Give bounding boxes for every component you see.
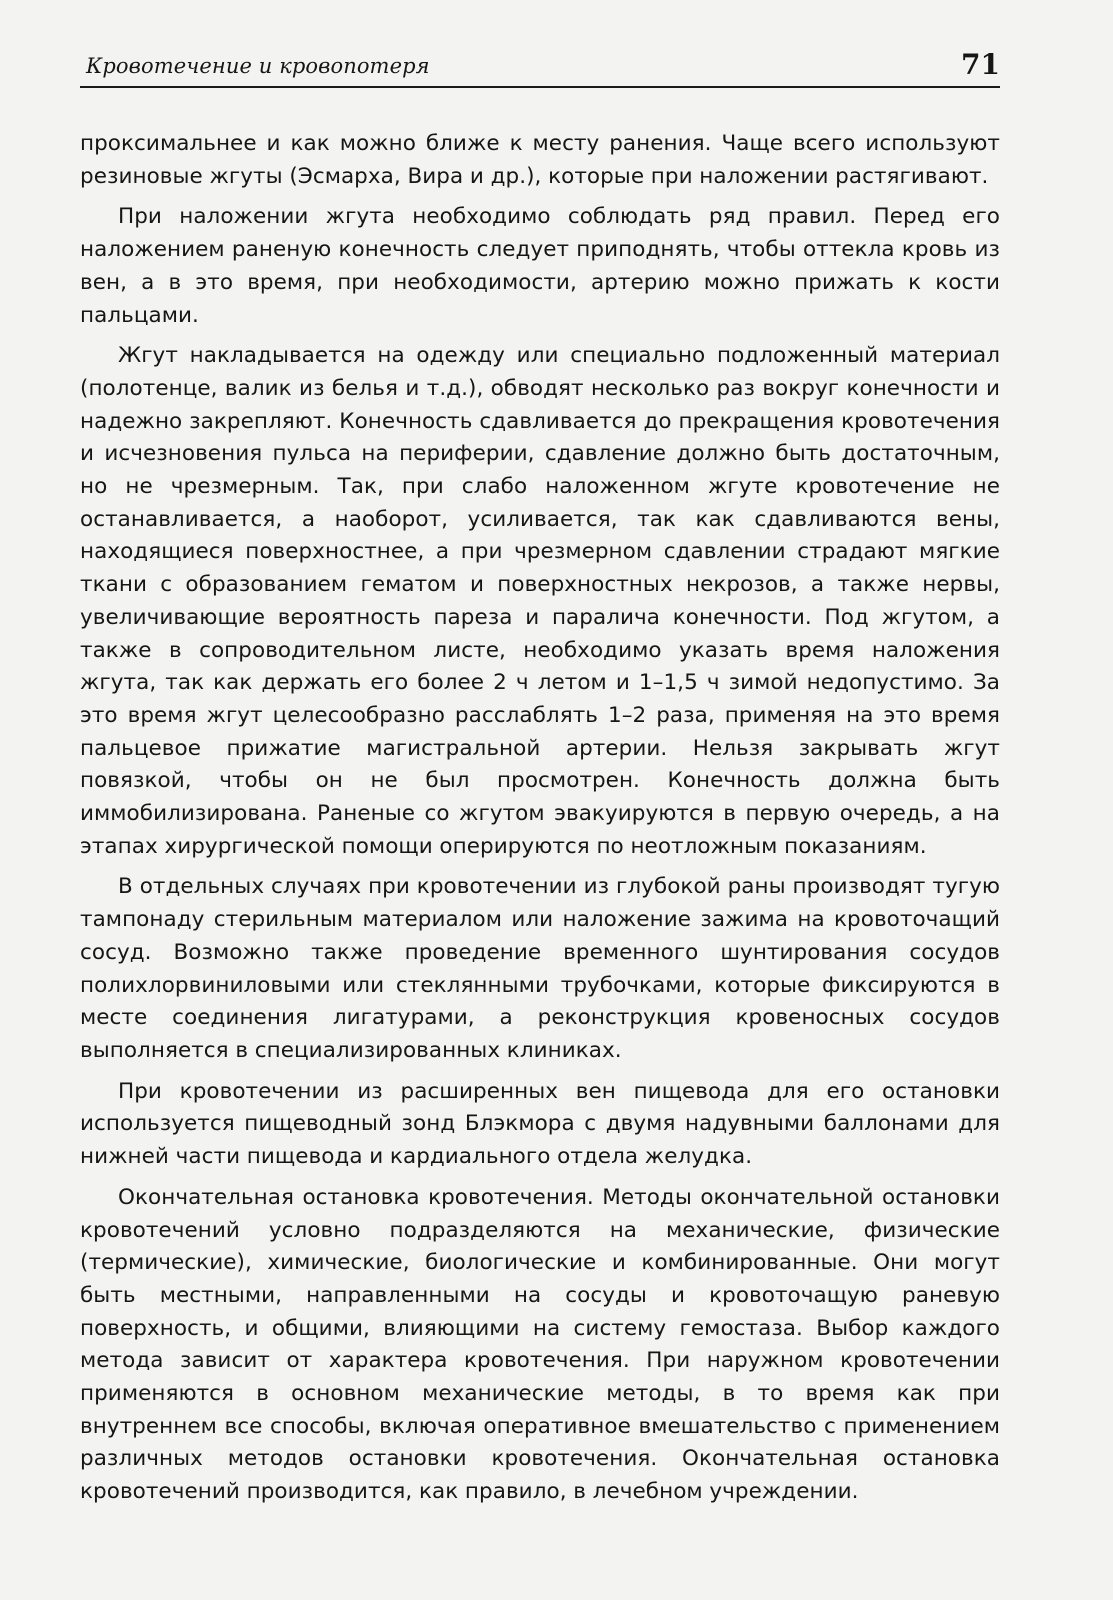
paragraph-tourniquet-rules: При наложении жгута необходимо соблюдать ряд правил. Перед его наложением раненую конечность следует приподнять, чтобы оттекла кровь из вен, а в это время, при необходимости, артерию можно прижать к кости пальцами. [80,204,1000,328]
running-title: Кровотечение и кровопотеря [86,54,430,78]
paragraph-deep-wound-bleeding: В отдельных случаях при кровотечении из глубокой раны производят тугую тампонаду стерильным материалом или наложение зажима на кровоточащий сосуд. Возможно также проведение временного шунтирования сосудов полихлорвиниловыми или стеклянными трубочками, которые фиксируются в месте соединения лигатурами, а реконструкция кровеносных сосудов выполняется в специализированных клиниках. [80,874,1000,1063]
paragraph-esophageal-bleeding: При кровотечении из расширенных вен пищевода для его остановки используется пищеводный зонд Блэкмора с двумя надувными баллонами для нижней части пищевода и кардиального отдела желудка. [80,1078,1000,1170]
book-page [80,44,1000,1574]
running-header [80,44,1000,88]
paragraph-final-hemostasis: Окончательная остановка кровотечения. Методы окончательной остановки кровотечений условно подразделяются на механические, физические (термические), химические, биологические и комбинированные. Они могут быть местными, направленными на сосуды и кровоточащую раневую поверхность, и общими, влияющими на систему гемостаза. Выбор каждого метода зависит от характера кровотечения. При наружном кровотечении применяются в основном механические методы, в то время как при внутреннем все способы, включая оперативное вмешательство с применением различных методов остановки кровотечения. Окончательная остановка кровотечений производится, как правило, в лечебном учреждении. [80,1184,1000,1505]
body-text [80,128,1000,1509]
page-number: 71 [961,48,1000,81]
paragraph-continuation: проксимальнее и как можно ближе к месту ранения. Чаще всего используют резиновые жгуты (Эсмарха, Вира и др.), которые при наложении растягивают. [80,131,1000,189]
paragraph-tourniquet-application: Жгут накладывается на одежду или специально подложенный материал (полотенце, валик из белья и т.д.), обводят несколько раз вокруг конечности и надежно закрепляют. Конечность сдавливается до прекращения кровотечения и исчезновения пульса на периферии, сдавление должно быть достаточным, но не чрезмерным. Так, при слабо наложенном жгуте кровотечение не останавливается, а наоборот, усиливается, так как сдавливаются вены, находящиеся поверхностнее, а при чрезмерном сдавлении страдают мягкие ткани с образованием гематом и поверхностных некрозов, а также нервы, увеличивающие вероятность пареза и паралича конечности. Под жгутом, а также в сопроводительном листе, необходимо указать время наложения жгута, так как держать его более 2 ч летом и 1–1,5 ч зимой недопустимо. За это время жгут целесообразно расслаблять 1–2 раза, применяя на это время пальцевое прижатие магистральной артерии. Нельзя закрывать жгут повязкой, чтобы он не был просмотрен. Конечность должна быть иммобилизирована. Раненые со жгутом эвакуируются в первую очередь, а на этапах хирургической помощи оперируются по неотложным показаниям. [80,343,1000,859]
